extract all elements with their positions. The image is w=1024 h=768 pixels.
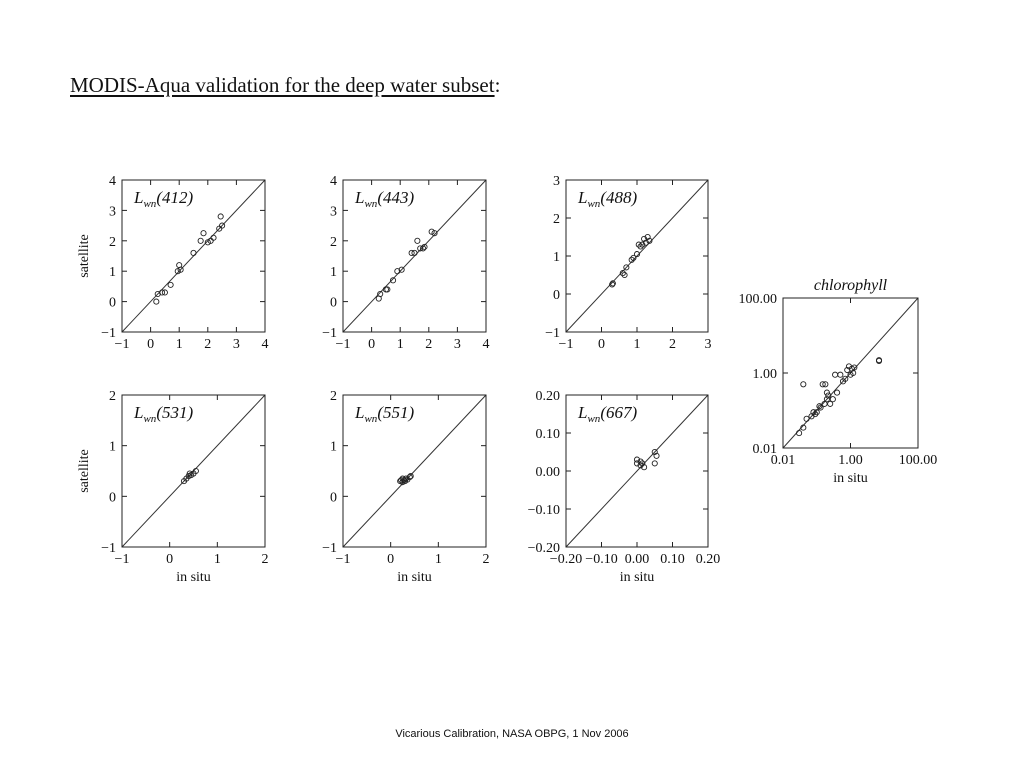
y-tick-label: 1 [330, 265, 337, 281]
y-tick-label: 0.00 [535, 465, 560, 480]
data-point [801, 382, 806, 387]
scatter-plot-p531 [77, 389, 269, 585]
panel-label-symbol: L [134, 188, 144, 207]
x-tick-label: 1 [396, 337, 404, 352]
panel-label-subscript: wn [587, 198, 601, 210]
x-axis-label: in situ [833, 471, 868, 486]
y-tick-label: 2 [330, 234, 337, 250]
y-tick-label: 3 [553, 174, 560, 189]
y-tick-label: −1 [322, 541, 337, 556]
data-point [834, 390, 839, 395]
panel-label-band: (531) [156, 403, 194, 422]
y-tick-label: 0 [109, 295, 116, 311]
y-tick-label: −1 [545, 326, 560, 341]
data-point [198, 238, 203, 243]
panel-label [577, 403, 637, 425]
y-tick-label: 4 [330, 174, 337, 189]
scatter-plot-p443 [322, 174, 489, 352]
x-tick-label: 0 [368, 337, 376, 352]
y-tick-label: 0.20 [535, 389, 560, 404]
y-tick-label: −1 [101, 326, 116, 341]
y-tick-label: 1 [330, 439, 337, 455]
x-tick-label: 3 [453, 337, 461, 352]
data-point [838, 372, 843, 377]
x-tick-label: 2 [669, 337, 676, 352]
panel-label [354, 188, 414, 210]
y-tick-label: 1 [109, 265, 116, 281]
panel-label-subscript: wn [143, 198, 157, 210]
y-tick-label: 0 [330, 490, 337, 506]
data-point [191, 250, 196, 255]
panel-label-symbol: L [578, 188, 588, 207]
chart-title: chlorophyll [813, 277, 888, 294]
x-tick-label: 3 [232, 337, 240, 352]
y-tick-label: 3 [330, 204, 337, 220]
x-tick-label: 0 [166, 552, 174, 567]
x-tick-label: −0.20 [549, 552, 583, 567]
y-tick-label: −1 [101, 541, 116, 556]
data-point [797, 430, 802, 435]
y-tick-label: 4 [109, 174, 116, 189]
scatter-plot-p412 [77, 174, 269, 352]
panel-label [133, 403, 193, 425]
panel-label [354, 403, 414, 425]
x-tick-label: 2 [482, 552, 490, 567]
y-axis-label: satellite [77, 449, 92, 493]
y-tick-label: 1 [553, 250, 560, 265]
x-tick-label: 0.00 [624, 552, 650, 567]
y-tick-label: 2 [109, 389, 116, 404]
y-tick-label: 100.00 [738, 292, 777, 307]
x-tick-label: 4 [261, 337, 269, 352]
panel-label-subscript: wn [364, 198, 378, 210]
scatter-plot-p488 [545, 174, 711, 352]
y-tick-label: 1 [109, 439, 116, 455]
x-tick-label: 0 [598, 337, 605, 352]
panel-label [577, 188, 637, 210]
panel-label-symbol: L [134, 403, 144, 422]
x-tick-label: −1 [558, 337, 574, 352]
panel-label-symbol: L [355, 403, 365, 422]
panel-label-subscript: wn [364, 413, 378, 425]
y-tick-label: −0.20 [527, 541, 560, 556]
y-tick-label: 1.00 [752, 367, 777, 382]
x-tick-label: 2 [261, 552, 269, 567]
scatter-plot-p667 [528, 389, 721, 585]
panel-label-subscript: wn [587, 413, 601, 425]
data-point [218, 214, 223, 219]
data-point [804, 416, 809, 421]
slide-heading-text: MODIS-Aqua validation for the deep water subset [70, 73, 495, 97]
x-tick-label: 1 [633, 337, 641, 352]
data-point [211, 235, 216, 240]
data-point [168, 282, 173, 287]
panel-label [133, 188, 193, 210]
panel-label-band: (667) [600, 403, 638, 422]
x-axis-label: in situ [397, 570, 432, 585]
y-tick-label: −0.10 [527, 503, 560, 518]
slide-heading-suffix: : [494, 73, 501, 97]
panel-label-band: (412) [156, 188, 194, 207]
x-tick-label: 4 [482, 337, 490, 352]
x-tick-label: 2 [425, 337, 433, 352]
x-tick-label: 1.00 [838, 453, 863, 468]
y-tick-label: 0 [109, 490, 116, 506]
y-axis-label: satellite [77, 234, 92, 278]
y-tick-label: 0 [330, 295, 337, 311]
x-tick-label: 1 [434, 552, 442, 567]
y-tick-label: 0 [553, 288, 560, 303]
slide-footer: Vicarious Calibration, NASA OBPG, 1 Nov 2006 [395, 728, 629, 740]
x-axis-label: in situ [176, 570, 211, 585]
x-axis-label: in situ [619, 570, 655, 585]
panel-label-symbol: L [355, 188, 365, 207]
panel-label-band: (551) [377, 403, 415, 422]
data-point [415, 238, 420, 243]
x-tick-label: 0 [147, 337, 155, 352]
y-tick-label: 0.10 [535, 427, 560, 442]
panel-label-band: (488) [600, 188, 638, 207]
y-tick-label: 2 [553, 212, 560, 227]
data-point [201, 231, 206, 236]
x-tick-label: 0.10 [660, 552, 685, 567]
data-point [833, 372, 838, 377]
x-tick-label: −1 [114, 337, 130, 352]
x-tick-label: −1 [114, 552, 130, 567]
x-tick-label: −0.10 [585, 552, 618, 567]
scatter-plot-p551 [322, 389, 489, 585]
x-tick-label: −1 [335, 337, 351, 352]
x-tick-label: 0 [387, 552, 395, 567]
panel-label-subscript: wn [143, 413, 157, 425]
x-tick-label: 3 [704, 337, 712, 352]
y-tick-label: −1 [322, 326, 337, 341]
panel-label-band: (443) [377, 188, 415, 207]
x-tick-label: 2 [204, 337, 212, 352]
x-tick-label: 0.01 [770, 453, 796, 468]
data-point [652, 461, 657, 466]
data-point [154, 299, 159, 304]
y-tick-label: 2 [330, 389, 337, 404]
x-tick-label: 1 [213, 552, 221, 567]
data-point [830, 397, 835, 402]
y-tick-label: 2 [109, 234, 116, 250]
y-tick-label: 0.01 [752, 442, 777, 457]
x-tick-label: −1 [335, 552, 351, 567]
y-tick-label: 3 [109, 204, 116, 220]
x-tick-label: 1 [175, 337, 183, 352]
panel-label-symbol: L [578, 403, 588, 422]
x-tick-label: 100.00 [898, 453, 938, 468]
x-tick-label: 0.20 [695, 552, 721, 567]
scatter-plot-pchl [739, 277, 938, 486]
